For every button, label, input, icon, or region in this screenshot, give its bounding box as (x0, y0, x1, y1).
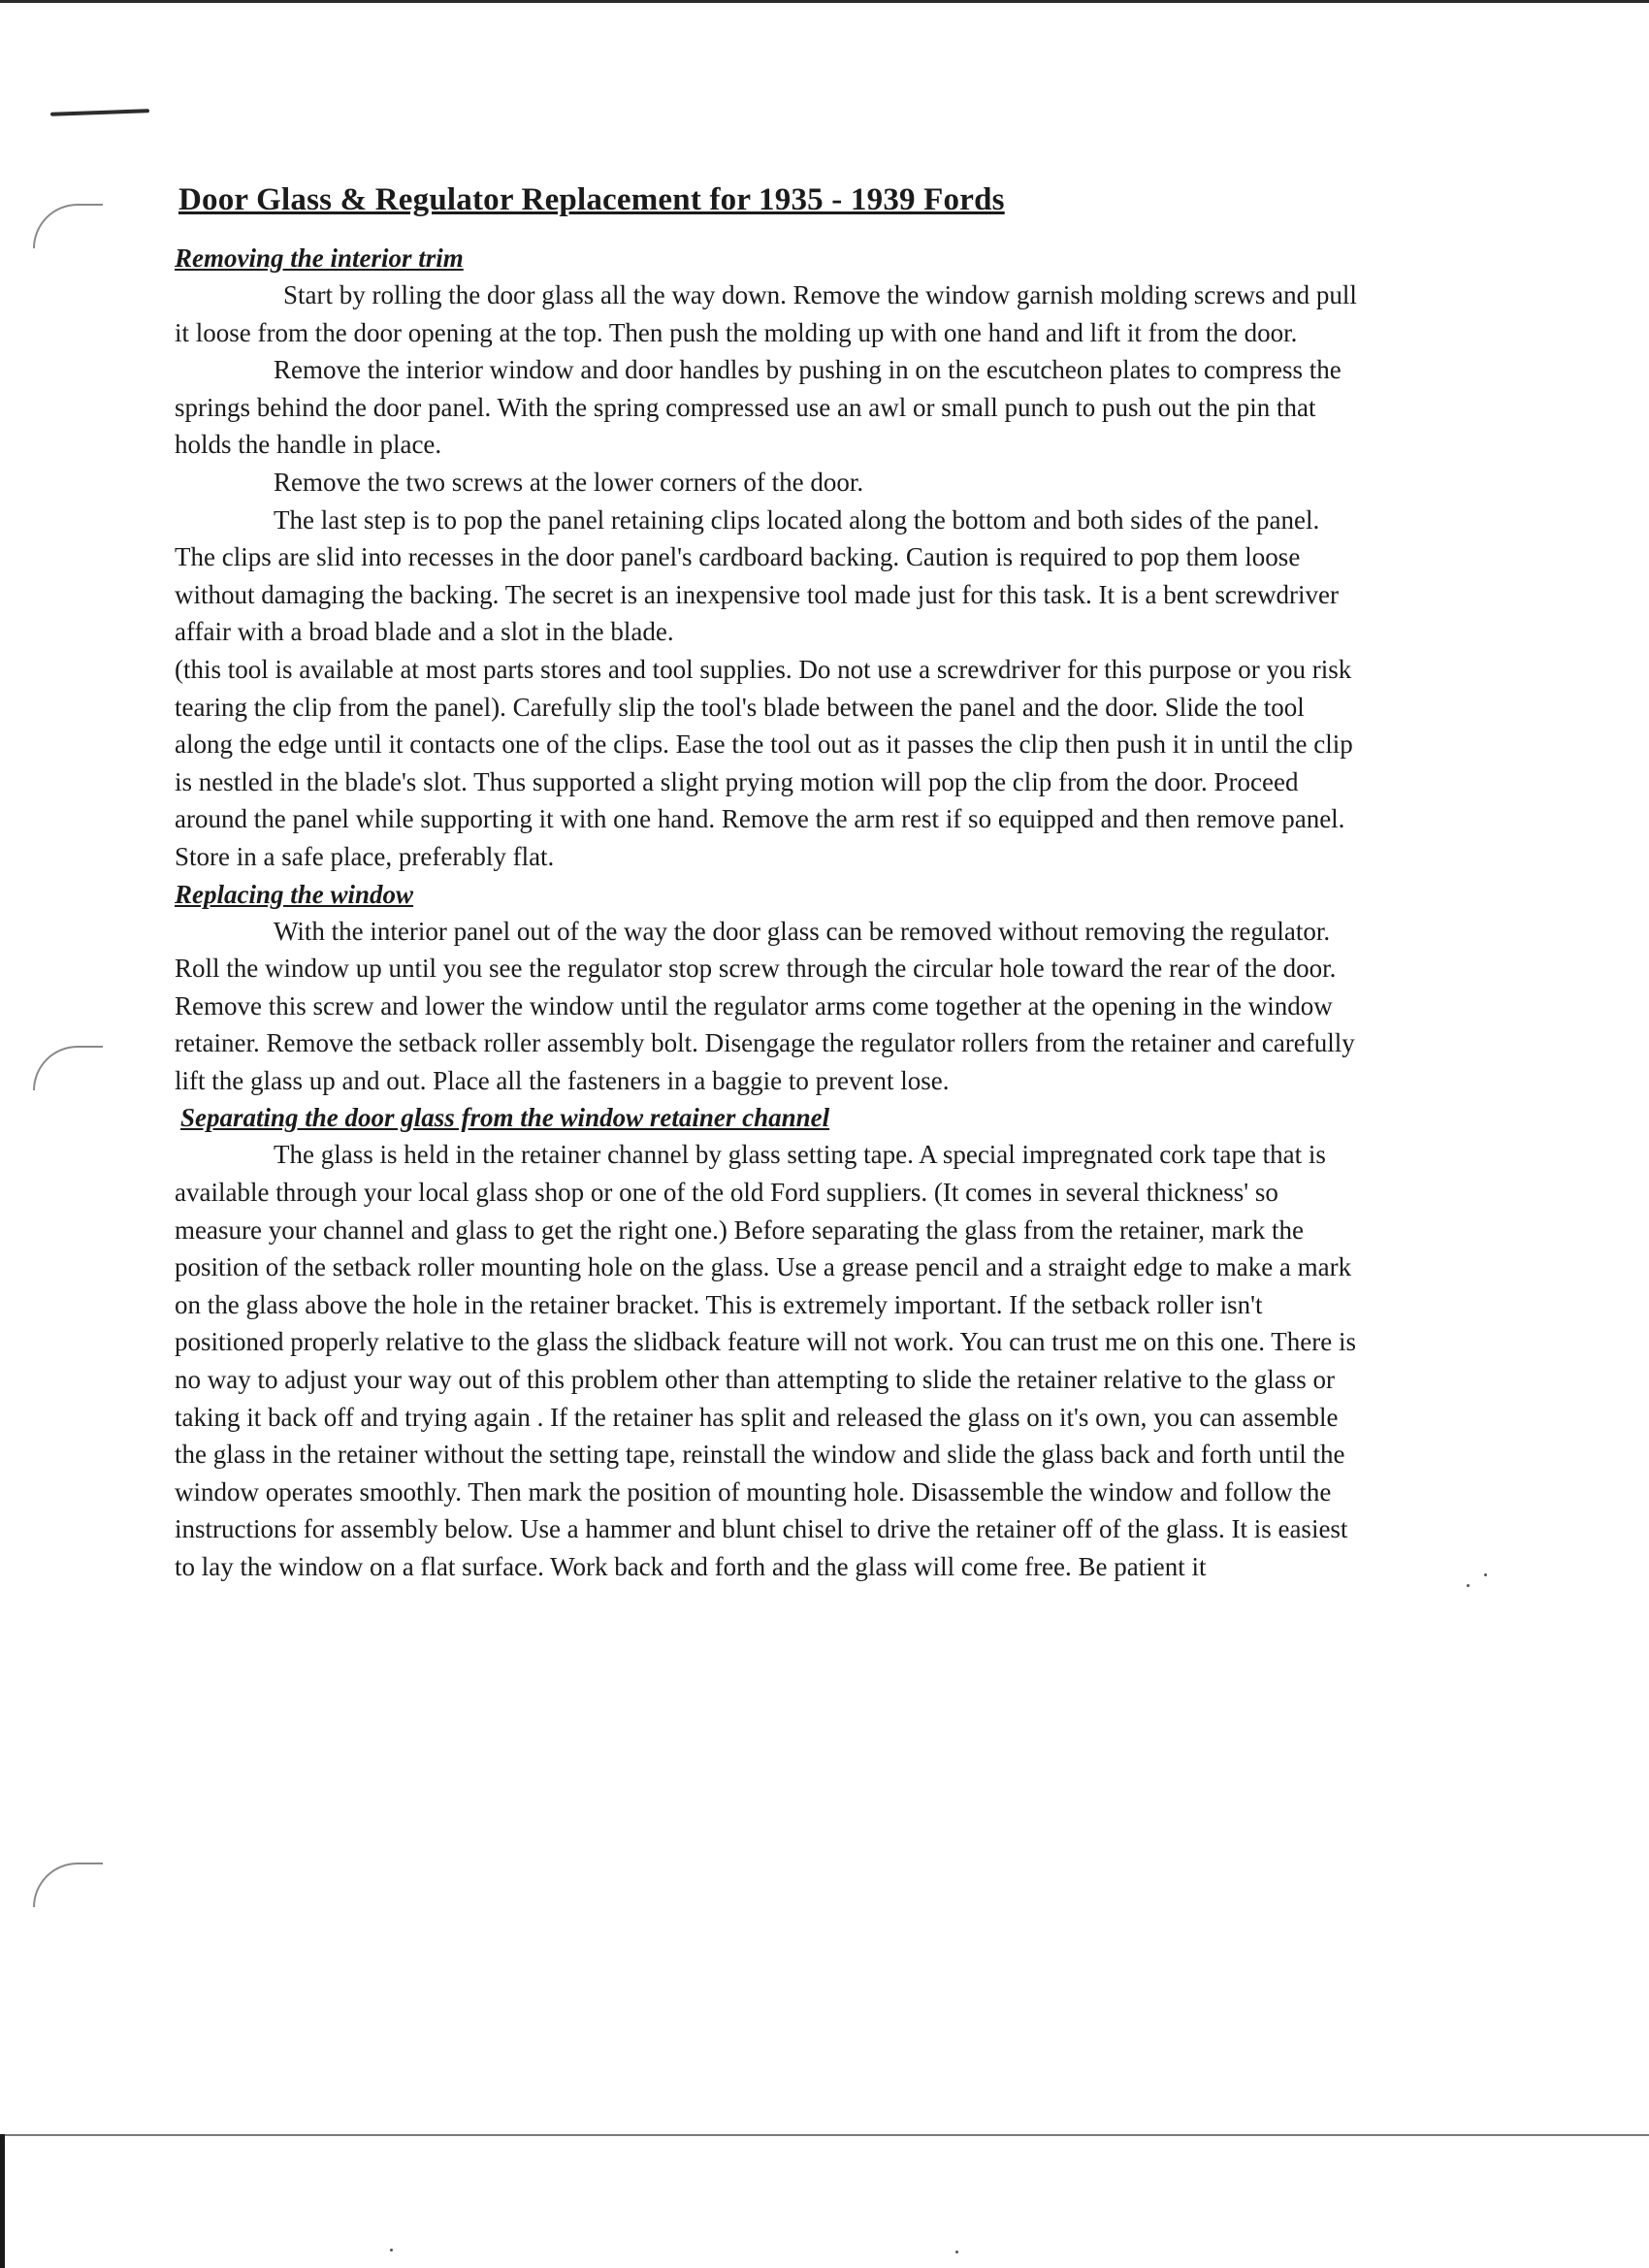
scan-top-edge (0, 0, 1649, 3)
punch-hole-bottom (33, 1863, 103, 1907)
paragraph: Remove the interior window and door handles by pushing in on the escutcheon plates to compress the springs behind the door panel. With the spring compressed use an awl or small punch to push out the pin that holds the handle in place. (175, 355, 1342, 460)
paragraph: Start by rolling the door glass all the way down. Remove the window garnish molding screws and pull it loose from the door opening at the top. Then push the molding up with one hand and lift it from the door. (175, 280, 1357, 347)
document-page (175, 182, 1358, 1586)
scan-speck (955, 2251, 958, 2253)
scan-bottom-line (0, 2134, 1649, 2136)
margin-pen-mark (50, 109, 149, 116)
scan-left-edge (0, 2134, 5, 2268)
punch-hole-top (33, 204, 103, 248)
scan-speck (390, 2249, 393, 2252)
scan-speck (1484, 1573, 1487, 1576)
section-replacing-window (175, 876, 1358, 1100)
document-title: Door Glass & Regulator Replacement for 1935 - 1939 Fords (178, 182, 1005, 217)
scan-speck (1467, 1584, 1470, 1587)
section-heading: Replacing the window (175, 879, 414, 909)
paragraph: Remove the two screws at the lower corners of the door. (274, 467, 864, 497)
section-heading: Removing the interior trim (175, 243, 464, 273)
punch-hole-middle (33, 1046, 103, 1090)
paragraph: With the interior panel out of the way the door glass can be removed without removing the regulator. Roll the window up until you see the regulator stop screw through the circular hole toward the rear of the door. Remove this screw and lower the window until the regulator arms come together at the opening in the window retainer. Remove the setback roller assembly bolt. Disengage the regulator rollers from the retainer and carefully lift the glass up and out. Place all the fasteners in a baggie to prevent lose. (175, 916, 1355, 1095)
paragraph: The glass is held in the retainer channel by glass setting tape. A special impregnated cork tape that is available through your local glass shop or one of the old Ford suppliers. (It comes in several thickness' so measure your channel and glass to get the right one.) Before separating the glass from the retainer, mark the position of the setback roller mounting hole on the glass. Use a grease pencil and a straight edge to make a mark on the glass above the hole in the retainer bracket. This is extremely important. If the setback roller isn't positioned properly relative to the glass the slidback feature will not work. You can trust me on this one. There is no way to adjust your way out of this problem other than attempting to slide the retainer relative to the glass or taking it back off and trying again . If the retainer has split and released the glass on it's own, you can assemble the glass in the retainer without the setting tape, reinstall the window and slide the glass back and forth until the window operates smoothly. Then mark the position of mounting hole. Disassemble the window and follow the instructions for assembly below. Use a hammer and blunt chisel to drive the retainer off of the glass. It is easiest to lay the window on a flat surface. Work back and forth and the glass will come free. Be patient it (175, 1140, 1357, 1581)
paragraph: The last step is to pop the panel retaining clips located along the bottom and both sides of the panel. The clips are slid into recesses in the door panel's cardboard backing. Caution is required to pop them loose without damaging the backing. The secret is an inexpensive tool made just for this task. It is a bent screwdriver affair with a broad blade and a slot in the blade. (175, 504, 1339, 647)
section-removing-interior-trim (175, 240, 1358, 876)
section-heading: Separating the door glass from the window retainer channel (180, 1103, 830, 1133)
section-separating-glass (175, 1099, 1358, 1585)
paragraph: (this tool is available at most parts stores and tool supplies. Do not use a screwdriver for this purpose or you risk tearing the clip from the panel). Carefully slip the tool's blade between the panel and the door. Slide the tool along the edge until it contacts one of the clips. Ease the tool out as it passes the clip then push it in until the clip is nestled in the blade's slot. Thus supported a slight prying motion will pop the clip from the door. Proceed around the panel while supporting it with one hand. Remove the arm rest if so equipped and then remove panel. Store in a safe place, preferably flat. (175, 654, 1353, 871)
